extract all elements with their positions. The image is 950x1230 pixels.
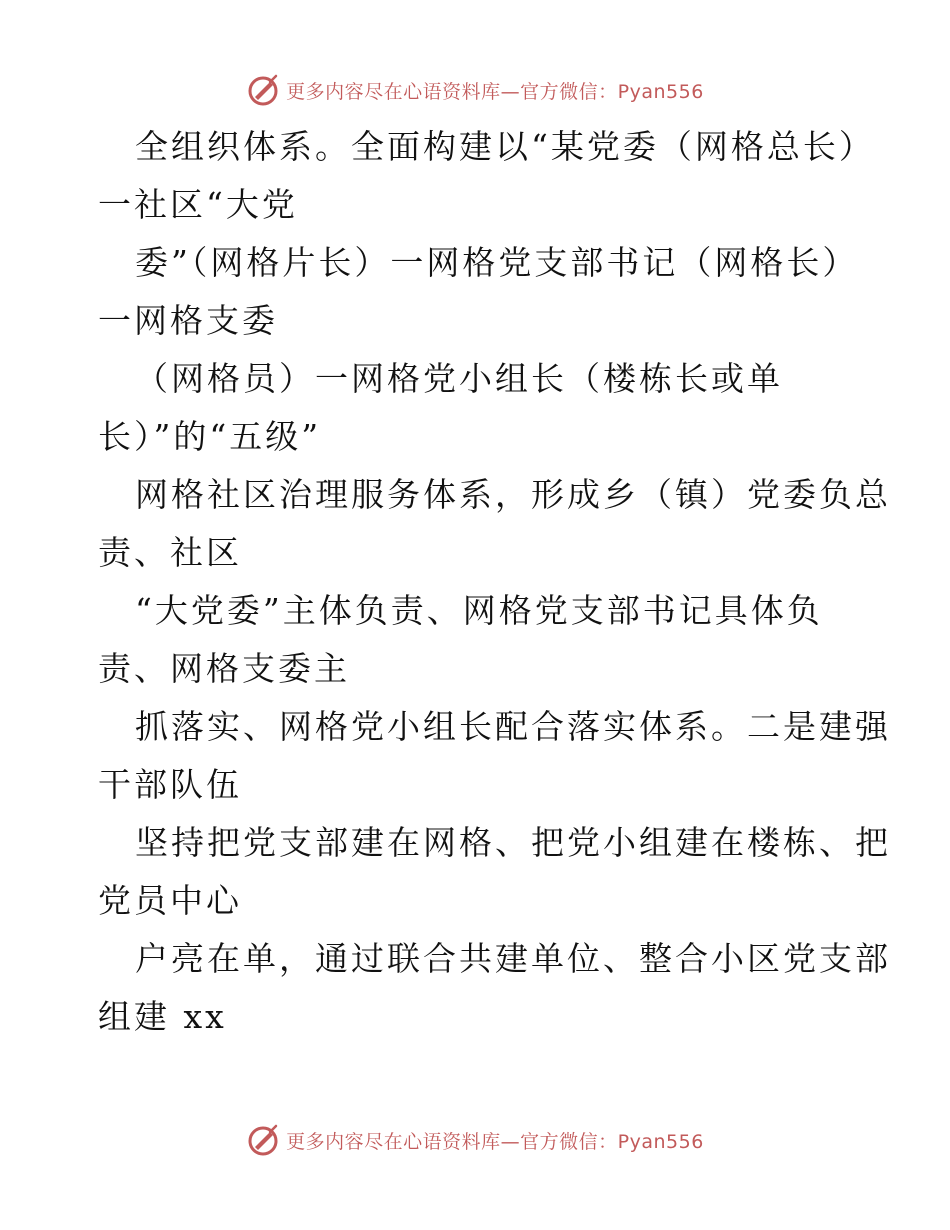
quill-pen-seal-icon: [246, 1123, 280, 1157]
text-line: 组建 xx: [98, 997, 227, 1036]
text-line: 责、网格支委主: [98, 649, 350, 688]
quill-pen-seal-icon: [246, 73, 280, 107]
text-line: 责、社区: [98, 533, 242, 572]
text-line: 坚持把党支部建在网格、把党小组建在楼栋、把: [135, 823, 891, 862]
text-line: 户亮在单，通过联合共建单位、整合小区党支部: [135, 939, 891, 978]
header-banner-text: 更多内容尽在心语资料库—官方微信：Pyan556: [286, 80, 704, 103]
footer-watermark-banner: [0, 1120, 950, 1160]
text-line: 一社区“大党: [98, 185, 298, 224]
header-watermark-banner: [0, 70, 950, 110]
document-body: [98, 118, 891, 1046]
text-line: 网格社区治理服务体系，形成乡（镇）党委负总: [135, 475, 891, 514]
text-line: 党员中心: [98, 881, 242, 920]
text-line: 抓落实、网格党小组长配合落实体系。二是建强: [135, 707, 891, 746]
footer-banner-text: 更多内容尽在心语资料库—官方微信：Pyan556: [286, 1130, 704, 1153]
text-line: 长）”的“五级”: [98, 417, 322, 456]
text-line: 委”（网格片长）一网格党支部书记（网格长）: [135, 243, 859, 282]
text-line: 全组织体系。全面构建以“某党委（网格总长）: [135, 127, 875, 166]
text-line: （网格员）一网格党小组长（楼栋长或单: [135, 359, 783, 398]
text-line: 干部队伍: [98, 765, 242, 804]
text-line: 一网格支委: [98, 301, 278, 340]
text-line: “大党委”主体负责、网格党支部书记具体负: [135, 591, 823, 630]
